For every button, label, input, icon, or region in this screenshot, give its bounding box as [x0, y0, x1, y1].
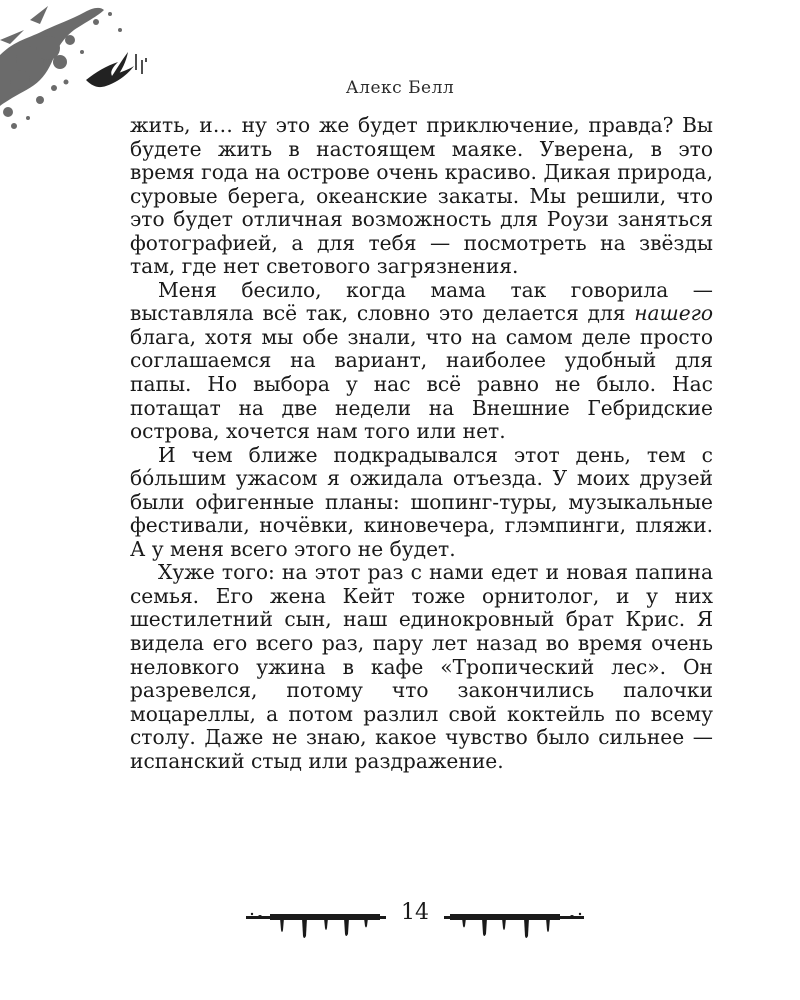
paragraph-2-end: блага, хотя мы обе знали, что на самом деле просто соглашаемся на вариант, наиболее удобный для папы. Но выбора у нас всё равно не было. Нас потащат на две недели на Внешние Гебридские острова, хочется нам того или нет.: [130, 324, 713, 444]
page-number: 14: [401, 900, 429, 925]
paragraph-1: жить, и… ну это же будет приключение, правда? Вы будете жить в настоящем маяке. Уверена, в это время года на острове очень красиво. Дикая природа, суровые берега, океанские закаты. Мы решили, что это будет отличная возможность для Роузи заняться фотографией, а для тебя — посмотреть на звёзды там, где нет светового загрязнения.: [130, 113, 713, 279]
paragraph-2-start: Меня бесило, когда мама так говорила — выставляла всё так, словно это делается для: [130, 277, 713, 326]
paragraph-4: Хуже того: на этот раз с нами едет и новая папина семья. Его жена Кейт тоже орнитолог, и у них шестилетний сын, наш единокровный брат Крис. Я видела его всего раз, пару лет назад во время очень неловкого ужина в кафе «Тропический лес». Он разревелся, потому что закончились палочки моцареллы, а потом разлил свой коктейль по всему столу. Даже не знаю, какое чувство было сильнее — испанский стыд или раздражение.: [130, 560, 713, 773]
dripping-ink-ornament-right-icon: [440, 906, 590, 940]
dripping-ink-ornament-left-icon: [240, 906, 390, 940]
paragraph-2: [130, 279, 713, 444]
page-footer: [240, 898, 590, 938]
paragraph-2-emphasis: нашего: [634, 301, 713, 326]
page-body-text: [130, 114, 713, 773]
running-head-author: Алекс Белл: [345, 78, 455, 98]
paragraph-3: И чем ближе подкрадывался этот день, тем с бóльшим ужасом я ожидала отъезда. У моих друзей были офигенные планы: шопинг-туры, музыкальные фестивали, ночёвки, киновечера, глэмпинги, пляжи. А у меня всего этого не будет.: [130, 442, 713, 561]
